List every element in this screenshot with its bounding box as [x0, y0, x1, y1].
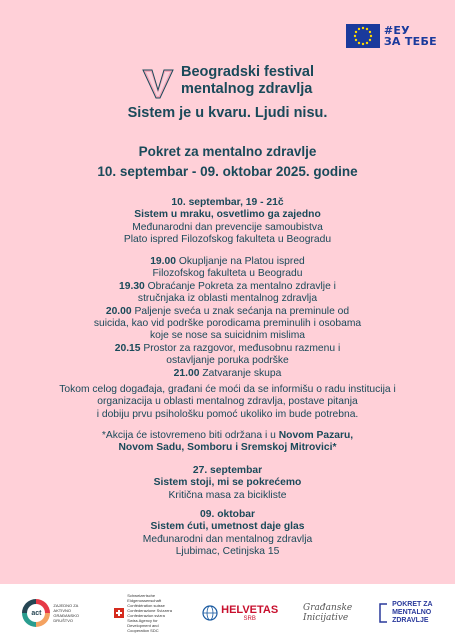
eu-slogan-line1: #ЕУ — [383, 24, 410, 37]
festival-title — [181, 64, 314, 98]
gradjanske-inicijative-logo: Građanske Inicijative — [303, 603, 353, 623]
sponsor-footer — [0, 584, 455, 642]
eu-badge — [346, 24, 437, 48]
act-logo: act ZAJEDNO ZA AKTIVNO GRAĐANSKO DRUŠTVO — [22, 599, 89, 627]
eu-slogan — [384, 25, 437, 47]
schedule-item: 21.00 Zatvaranje skupa — [173, 367, 282, 379]
info-paragraph: Tokom celog događaja, građani će moći da se informišu o radu institucija i organizacija u oblasti mentalnog zdravlja, postave pitanja i dobiju prvu psihološku pomoć ukoliko im bude potrebna. — [59, 384, 396, 420]
helvetas-logo: HELVETAS SRB — [202, 605, 278, 622]
festival-dates: 10. septembar - 09. oktobar 2025. godine — [97, 164, 358, 179]
event-3-line2: Ljubimac, Cetinjska 15 — [175, 546, 280, 558]
festival-title-line1: Beogradski festival — [181, 64, 314, 80]
schedule-item: 19.30 Obraćanje Pokreta za mentalno zdravlje i — [119, 280, 336, 292]
event-1 — [0, 197, 455, 247]
schedule-item-cont: stručnjaka iz oblasti mentalnog zdravlja — [137, 293, 318, 305]
schedule-item: 20.00 Paljenje sveća u znak sećanja na preminule od — [105, 305, 350, 317]
event-2-title: Sistem stoji, mi se pokrećemo — [153, 477, 302, 489]
swiss-sdc-logo: Schweizerische Eidgenossenschaft Confédération suisse Confederazione Svizzera Confederaziun svizra Swiss Agency for Development and Cooperation SDC — [114, 593, 177, 633]
festival-title-line2: mentalnog zdravlja — [181, 81, 313, 97]
pokret-logo: POKRET ZA MENTALNO ZDRAVLJE — [377, 601, 432, 625]
schedule — [0, 256, 455, 380]
tagline: Sistem je u kvaru. Ljudi nisu. — [127, 105, 328, 121]
movement-block — [0, 142, 455, 182]
schedule-item-cont: suicida, kao vid podrške porodicama preminulih i osobama — [93, 318, 362, 330]
event-2 — [0, 465, 455, 502]
event-3 — [0, 509, 455, 559]
schedule-item-cont: koje se nose sa suicidnim mislima — [149, 330, 306, 342]
act-logo-icon: act — [22, 599, 50, 627]
event-1-line2: Plato ispred Filozofskog fakulteta u Beogradu — [123, 234, 332, 246]
swiss-flag-icon — [114, 608, 124, 618]
eu-slogan-line2: ЗА ТЕБЕ — [383, 35, 437, 48]
schedule-item-cont: ostavljanje poruka podrške — [166, 355, 289, 367]
event-3-line1: Međunarodni dan mentalnog zdravlja — [142, 533, 313, 545]
pokret-bracket-icon — [377, 603, 389, 623]
movement-name: Pokret za mentalno zdravlje — [138, 144, 317, 159]
event-1-line1: Međunarodni dan prevencije samoubistva — [132, 221, 323, 233]
event-3-date: 09. oktobar — [200, 509, 255, 520]
schedule-item: 19.00 Okupljanje na Platou ispred — [150, 256, 305, 267]
schedule-item-cont: Filozofskog fakulteta u Beogradu — [152, 268, 303, 280]
schedule-item: 20.15 Prostor za razgovor, međusobnu razmenu i — [114, 342, 341, 354]
simultaneous-note: *Akcija će istovremeno biti održana i u Novom Pazaru, Novom Sadu, Somboru i Sremskoj Mitrovici* — [101, 430, 354, 454]
event-1-title: Sistem u mraku, osvetlimo ga zajedno — [134, 209, 321, 221]
header — [0, 64, 455, 100]
event-3-title: Sistem ćuti, umetnost daje glas — [150, 521, 305, 533]
eu-flag-icon — [346, 24, 380, 48]
helvetas-globe-icon — [202, 605, 218, 621]
event-2-date: 27. septembar — [192, 465, 263, 476]
v-logo-icon — [141, 66, 175, 100]
event-1-date: 10. septembar, 19 - 21č — [171, 197, 284, 208]
event-2-line1: Kritična masa za bicikliste — [168, 489, 287, 501]
